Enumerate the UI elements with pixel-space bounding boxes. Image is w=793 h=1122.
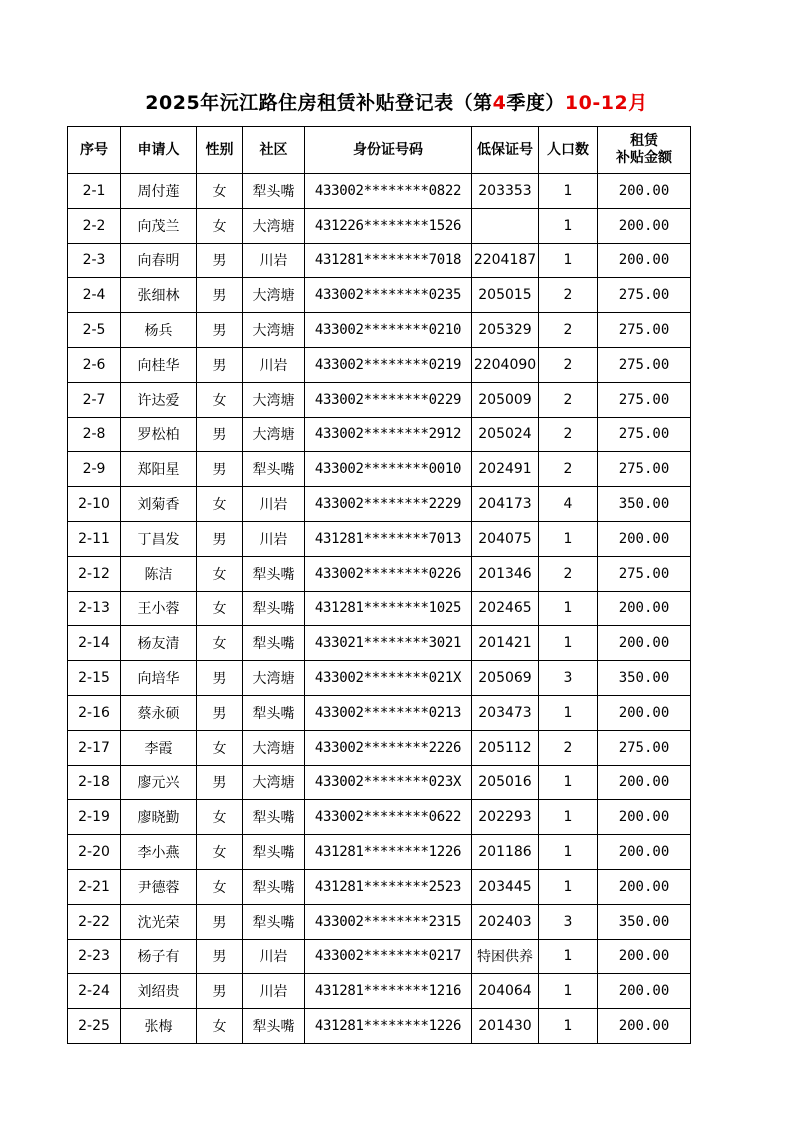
header-household: 人口数 bbox=[539, 127, 598, 174]
cell-id-number: 431226********1526 bbox=[305, 208, 472, 243]
subsidy-register-table bbox=[67, 126, 691, 1044]
cell-id-number: 431281********1216 bbox=[305, 974, 472, 1009]
table-row bbox=[68, 765, 691, 800]
cell-amount: 350.00 bbox=[598, 904, 691, 939]
cell-community: 大湾塘 bbox=[243, 417, 305, 452]
cell-dibao-no: 201421 bbox=[472, 626, 539, 661]
cell-gender: 男 bbox=[197, 313, 243, 348]
cell-amount: 275.00 bbox=[598, 313, 691, 348]
cell-household: 2 bbox=[539, 313, 598, 348]
title-text: 2025年沅江路住房租赁补贴登记表（第 bbox=[145, 92, 493, 114]
table-row bbox=[68, 313, 691, 348]
cell-household: 1 bbox=[539, 939, 598, 974]
cell-gender: 女 bbox=[197, 382, 243, 417]
table-row bbox=[68, 661, 691, 696]
cell-gender: 男 bbox=[197, 765, 243, 800]
cell-community: 大湾塘 bbox=[243, 278, 305, 313]
table-row bbox=[68, 591, 691, 626]
cell-applicant: 郑阳星 bbox=[121, 452, 197, 487]
cell-dibao-no: 205329 bbox=[472, 313, 539, 348]
cell-id-number: 433002********0822 bbox=[305, 174, 472, 209]
cell-seq: 2-24 bbox=[68, 974, 121, 1009]
cell-gender: 女 bbox=[197, 835, 243, 870]
cell-household: 2 bbox=[539, 417, 598, 452]
cell-gender: 女 bbox=[197, 208, 243, 243]
cell-gender: 女 bbox=[197, 591, 243, 626]
cell-community: 犁头嘴 bbox=[243, 452, 305, 487]
cell-community: 大湾塘 bbox=[243, 765, 305, 800]
cell-dibao-no: 202465 bbox=[472, 591, 539, 626]
cell-applicant: 廖元兴 bbox=[121, 765, 197, 800]
cell-household: 2 bbox=[539, 452, 598, 487]
table-row bbox=[68, 347, 691, 382]
cell-seq: 2-6 bbox=[68, 347, 121, 382]
cell-community: 犁头嘴 bbox=[243, 869, 305, 904]
header-amount-line1: 租赁 bbox=[630, 133, 658, 149]
cell-household: 1 bbox=[539, 591, 598, 626]
cell-seq: 2-15 bbox=[68, 661, 121, 696]
cell-dibao-no: 202403 bbox=[472, 904, 539, 939]
cell-amount: 200.00 bbox=[598, 695, 691, 730]
cell-seq: 2-7 bbox=[68, 382, 121, 417]
cell-gender: 女 bbox=[197, 626, 243, 661]
cell-community: 川岩 bbox=[243, 974, 305, 1009]
cell-amount: 275.00 bbox=[598, 347, 691, 382]
cell-dibao-no: 2204187 bbox=[472, 243, 539, 278]
cell-id-number: 433002********0235 bbox=[305, 278, 472, 313]
cell-applicant: 罗松柏 bbox=[121, 417, 197, 452]
cell-seq: 2-19 bbox=[68, 800, 121, 835]
cell-seq: 2-25 bbox=[68, 1009, 121, 1044]
cell-gender: 男 bbox=[197, 452, 243, 487]
cell-id-number: 433002********0219 bbox=[305, 347, 472, 382]
cell-applicant: 王小蓉 bbox=[121, 591, 197, 626]
cell-community: 川岩 bbox=[243, 243, 305, 278]
cell-applicant: 陈洁 bbox=[121, 556, 197, 591]
cell-community: 川岩 bbox=[243, 521, 305, 556]
cell-seq: 2-17 bbox=[68, 730, 121, 765]
cell-applicant: 尹德蓉 bbox=[121, 869, 197, 904]
cell-gender: 男 bbox=[197, 939, 243, 974]
cell-applicant: 许达爱 bbox=[121, 382, 197, 417]
cell-dibao-no: 205112 bbox=[472, 730, 539, 765]
cell-household: 2 bbox=[539, 556, 598, 591]
cell-amount: 275.00 bbox=[598, 556, 691, 591]
header-amount bbox=[598, 127, 691, 174]
cell-community: 犁头嘴 bbox=[243, 695, 305, 730]
cell-seq: 2-3 bbox=[68, 243, 121, 278]
cell-id-number: 433002********0229 bbox=[305, 382, 472, 417]
cell-household: 1 bbox=[539, 800, 598, 835]
cell-household: 1 bbox=[539, 1009, 598, 1044]
cell-applicant: 向春明 bbox=[121, 243, 197, 278]
cell-id-number: 433002********2912 bbox=[305, 417, 472, 452]
cell-applicant: 杨友清 bbox=[121, 626, 197, 661]
cell-applicant: 丁昌发 bbox=[121, 521, 197, 556]
cell-id-number: 433021********3021 bbox=[305, 626, 472, 661]
table-row bbox=[68, 626, 691, 661]
cell-id-number: 433002********0010 bbox=[305, 452, 472, 487]
cell-amount: 200.00 bbox=[598, 521, 691, 556]
cell-gender: 男 bbox=[197, 278, 243, 313]
page-title bbox=[0, 88, 793, 115]
cell-gender: 女 bbox=[197, 800, 243, 835]
header-applicant: 申请人 bbox=[121, 127, 197, 174]
table-row bbox=[68, 1009, 691, 1044]
cell-dibao-no: 203473 bbox=[472, 695, 539, 730]
cell-applicant: 李霞 bbox=[121, 730, 197, 765]
cell-community: 川岩 bbox=[243, 487, 305, 522]
cell-community: 犁头嘴 bbox=[243, 1009, 305, 1044]
cell-seq: 2-1 bbox=[68, 174, 121, 209]
cell-dibao-no: 204075 bbox=[472, 521, 539, 556]
cell-amount: 275.00 bbox=[598, 452, 691, 487]
cell-applicant: 向茂兰 bbox=[121, 208, 197, 243]
cell-applicant: 刘绍贵 bbox=[121, 974, 197, 1009]
cell-gender: 女 bbox=[197, 487, 243, 522]
cell-seq: 2-4 bbox=[68, 278, 121, 313]
cell-applicant: 杨兵 bbox=[121, 313, 197, 348]
cell-id-number: 433002********023X bbox=[305, 765, 472, 800]
header-seq: 序号 bbox=[68, 127, 121, 174]
cell-gender: 男 bbox=[197, 661, 243, 696]
cell-id-number: 433002********021X bbox=[305, 661, 472, 696]
header-amount-line2: 补贴金额 bbox=[616, 150, 672, 166]
cell-dibao-no: 205015 bbox=[472, 278, 539, 313]
cell-household: 2 bbox=[539, 278, 598, 313]
cell-community: 犁头嘴 bbox=[243, 904, 305, 939]
header-id-number: 身份证号码 bbox=[305, 127, 472, 174]
cell-amount: 200.00 bbox=[598, 835, 691, 870]
cell-amount: 200.00 bbox=[598, 869, 691, 904]
cell-amount: 200.00 bbox=[598, 1009, 691, 1044]
cell-dibao-no: 201430 bbox=[472, 1009, 539, 1044]
table-row bbox=[68, 556, 691, 591]
cell-community: 犁头嘴 bbox=[243, 800, 305, 835]
cell-amount: 275.00 bbox=[598, 417, 691, 452]
cell-id-number: 431281********7013 bbox=[305, 521, 472, 556]
cell-seq: 2-11 bbox=[68, 521, 121, 556]
cell-applicant: 向桂华 bbox=[121, 347, 197, 382]
cell-community: 大湾塘 bbox=[243, 382, 305, 417]
cell-amount: 200.00 bbox=[598, 800, 691, 835]
cell-amount: 350.00 bbox=[598, 487, 691, 522]
cell-id-number: 433002********2226 bbox=[305, 730, 472, 765]
cell-gender: 男 bbox=[197, 521, 243, 556]
cell-dibao-no: 204173 bbox=[472, 487, 539, 522]
cell-dibao-no: 205009 bbox=[472, 382, 539, 417]
cell-household: 3 bbox=[539, 661, 598, 696]
table-row bbox=[68, 695, 691, 730]
cell-seq: 2-10 bbox=[68, 487, 121, 522]
cell-community: 大湾塘 bbox=[243, 661, 305, 696]
table-row bbox=[68, 208, 691, 243]
cell-seq: 2-13 bbox=[68, 591, 121, 626]
cell-amount: 200.00 bbox=[598, 939, 691, 974]
cell-amount: 275.00 bbox=[598, 730, 691, 765]
cell-amount: 350.00 bbox=[598, 661, 691, 696]
table-row bbox=[68, 974, 691, 1009]
cell-applicant: 沈光荣 bbox=[121, 904, 197, 939]
cell-dibao-no: 201346 bbox=[472, 556, 539, 591]
cell-community: 大湾塘 bbox=[243, 730, 305, 765]
cell-gender: 女 bbox=[197, 869, 243, 904]
header-dibao-no: 低保证号 bbox=[472, 127, 539, 174]
cell-community: 犁头嘴 bbox=[243, 626, 305, 661]
cell-seq: 2-21 bbox=[68, 869, 121, 904]
cell-seq: 2-20 bbox=[68, 835, 121, 870]
cell-id-number: 433002********2229 bbox=[305, 487, 472, 522]
cell-amount: 200.00 bbox=[598, 765, 691, 800]
cell-gender: 男 bbox=[197, 347, 243, 382]
cell-seq: 2-12 bbox=[68, 556, 121, 591]
cell-id-number: 433002********0226 bbox=[305, 556, 472, 591]
table-row bbox=[68, 452, 691, 487]
cell-id-number: 431281********2523 bbox=[305, 869, 472, 904]
cell-household: 2 bbox=[539, 730, 598, 765]
cell-applicant: 杨子有 bbox=[121, 939, 197, 974]
cell-gender: 男 bbox=[197, 243, 243, 278]
cell-dibao-no: 202491 bbox=[472, 452, 539, 487]
cell-household: 1 bbox=[539, 765, 598, 800]
cell-applicant: 蔡永硕 bbox=[121, 695, 197, 730]
cell-seq: 2-9 bbox=[68, 452, 121, 487]
cell-community: 大湾塘 bbox=[243, 313, 305, 348]
cell-household: 1 bbox=[539, 835, 598, 870]
cell-household: 4 bbox=[539, 487, 598, 522]
table-row bbox=[68, 869, 691, 904]
cell-household: 1 bbox=[539, 869, 598, 904]
table-row bbox=[68, 382, 691, 417]
cell-household: 3 bbox=[539, 904, 598, 939]
cell-applicant: 李小燕 bbox=[121, 835, 197, 870]
header-row bbox=[68, 127, 691, 174]
cell-household: 1 bbox=[539, 208, 598, 243]
cell-household: 2 bbox=[539, 347, 598, 382]
cell-seq: 2-2 bbox=[68, 208, 121, 243]
cell-id-number: 431281********1226 bbox=[305, 835, 472, 870]
cell-id-number: 433002********0217 bbox=[305, 939, 472, 974]
cell-dibao-no: 205016 bbox=[472, 765, 539, 800]
cell-gender: 男 bbox=[197, 904, 243, 939]
cell-amount: 200.00 bbox=[598, 974, 691, 1009]
table-row bbox=[68, 278, 691, 313]
cell-gender: 女 bbox=[197, 1009, 243, 1044]
cell-amount: 200.00 bbox=[598, 591, 691, 626]
cell-dibao-no: 特困供养 bbox=[472, 939, 539, 974]
cell-amount: 200.00 bbox=[598, 208, 691, 243]
cell-dibao-no bbox=[472, 208, 539, 243]
cell-dibao-no: 201186 bbox=[472, 835, 539, 870]
header-gender: 性别 bbox=[197, 127, 243, 174]
table-row bbox=[68, 730, 691, 765]
cell-gender: 女 bbox=[197, 556, 243, 591]
cell-community: 犁头嘴 bbox=[243, 591, 305, 626]
table-row bbox=[68, 800, 691, 835]
cell-id-number: 431281********7018 bbox=[305, 243, 472, 278]
cell-dibao-no: 203445 bbox=[472, 869, 539, 904]
cell-dibao-no: 2204090 bbox=[472, 347, 539, 382]
cell-applicant: 廖晓勤 bbox=[121, 800, 197, 835]
cell-gender: 男 bbox=[197, 974, 243, 1009]
cell-household: 1 bbox=[539, 974, 598, 1009]
cell-dibao-no: 205024 bbox=[472, 417, 539, 452]
cell-amount: 200.00 bbox=[598, 626, 691, 661]
cell-id-number: 431281********1226 bbox=[305, 1009, 472, 1044]
cell-id-number: 433002********0213 bbox=[305, 695, 472, 730]
cell-dibao-no: 203353 bbox=[472, 174, 539, 209]
cell-seq: 2-5 bbox=[68, 313, 121, 348]
cell-community: 犁头嘴 bbox=[243, 556, 305, 591]
cell-seq: 2-14 bbox=[68, 626, 121, 661]
cell-dibao-no: 205069 bbox=[472, 661, 539, 696]
cell-household: 1 bbox=[539, 243, 598, 278]
cell-amount: 200.00 bbox=[598, 174, 691, 209]
cell-id-number: 433002********2315 bbox=[305, 904, 472, 939]
cell-id-number: 433002********0622 bbox=[305, 800, 472, 835]
cell-seq: 2-23 bbox=[68, 939, 121, 974]
cell-amount: 275.00 bbox=[598, 278, 691, 313]
cell-household: 1 bbox=[539, 626, 598, 661]
cell-applicant: 周付莲 bbox=[121, 174, 197, 209]
header-community: 社区 bbox=[243, 127, 305, 174]
cell-community: 犁头嘴 bbox=[243, 174, 305, 209]
cell-household: 1 bbox=[539, 695, 598, 730]
cell-household: 2 bbox=[539, 382, 598, 417]
cell-applicant: 刘菊香 bbox=[121, 487, 197, 522]
cell-id-number: 431281********1025 bbox=[305, 591, 472, 626]
cell-applicant: 张梅 bbox=[121, 1009, 197, 1044]
table-row bbox=[68, 243, 691, 278]
cell-gender: 男 bbox=[197, 695, 243, 730]
cell-seq: 2-22 bbox=[68, 904, 121, 939]
title-quarter: 4 bbox=[492, 92, 507, 114]
table-row bbox=[68, 174, 691, 209]
cell-dibao-no: 204064 bbox=[472, 974, 539, 1009]
cell-gender: 女 bbox=[197, 730, 243, 765]
cell-amount: 275.00 bbox=[598, 382, 691, 417]
cell-seq: 2-16 bbox=[68, 695, 121, 730]
table-row bbox=[68, 939, 691, 974]
cell-community: 大湾塘 bbox=[243, 208, 305, 243]
table-row bbox=[68, 835, 691, 870]
cell-dibao-no: 202293 bbox=[472, 800, 539, 835]
cell-community: 川岩 bbox=[243, 347, 305, 382]
cell-community: 川岩 bbox=[243, 939, 305, 974]
cell-seq: 2-8 bbox=[68, 417, 121, 452]
cell-id-number: 433002********0210 bbox=[305, 313, 472, 348]
cell-amount: 200.00 bbox=[598, 243, 691, 278]
cell-applicant: 张细林 bbox=[121, 278, 197, 313]
cell-gender: 女 bbox=[197, 174, 243, 209]
title-months: 10-12月 bbox=[564, 92, 648, 114]
table-row bbox=[68, 904, 691, 939]
cell-household: 1 bbox=[539, 174, 598, 209]
cell-applicant: 向培华 bbox=[121, 661, 197, 696]
table-row bbox=[68, 487, 691, 522]
table-row bbox=[68, 521, 691, 556]
cell-household: 1 bbox=[539, 521, 598, 556]
cell-seq: 2-18 bbox=[68, 765, 121, 800]
cell-community: 犁头嘴 bbox=[243, 835, 305, 870]
cell-gender: 男 bbox=[197, 417, 243, 452]
title-text-suffix: 季度） bbox=[506, 92, 565, 114]
table-row bbox=[68, 417, 691, 452]
